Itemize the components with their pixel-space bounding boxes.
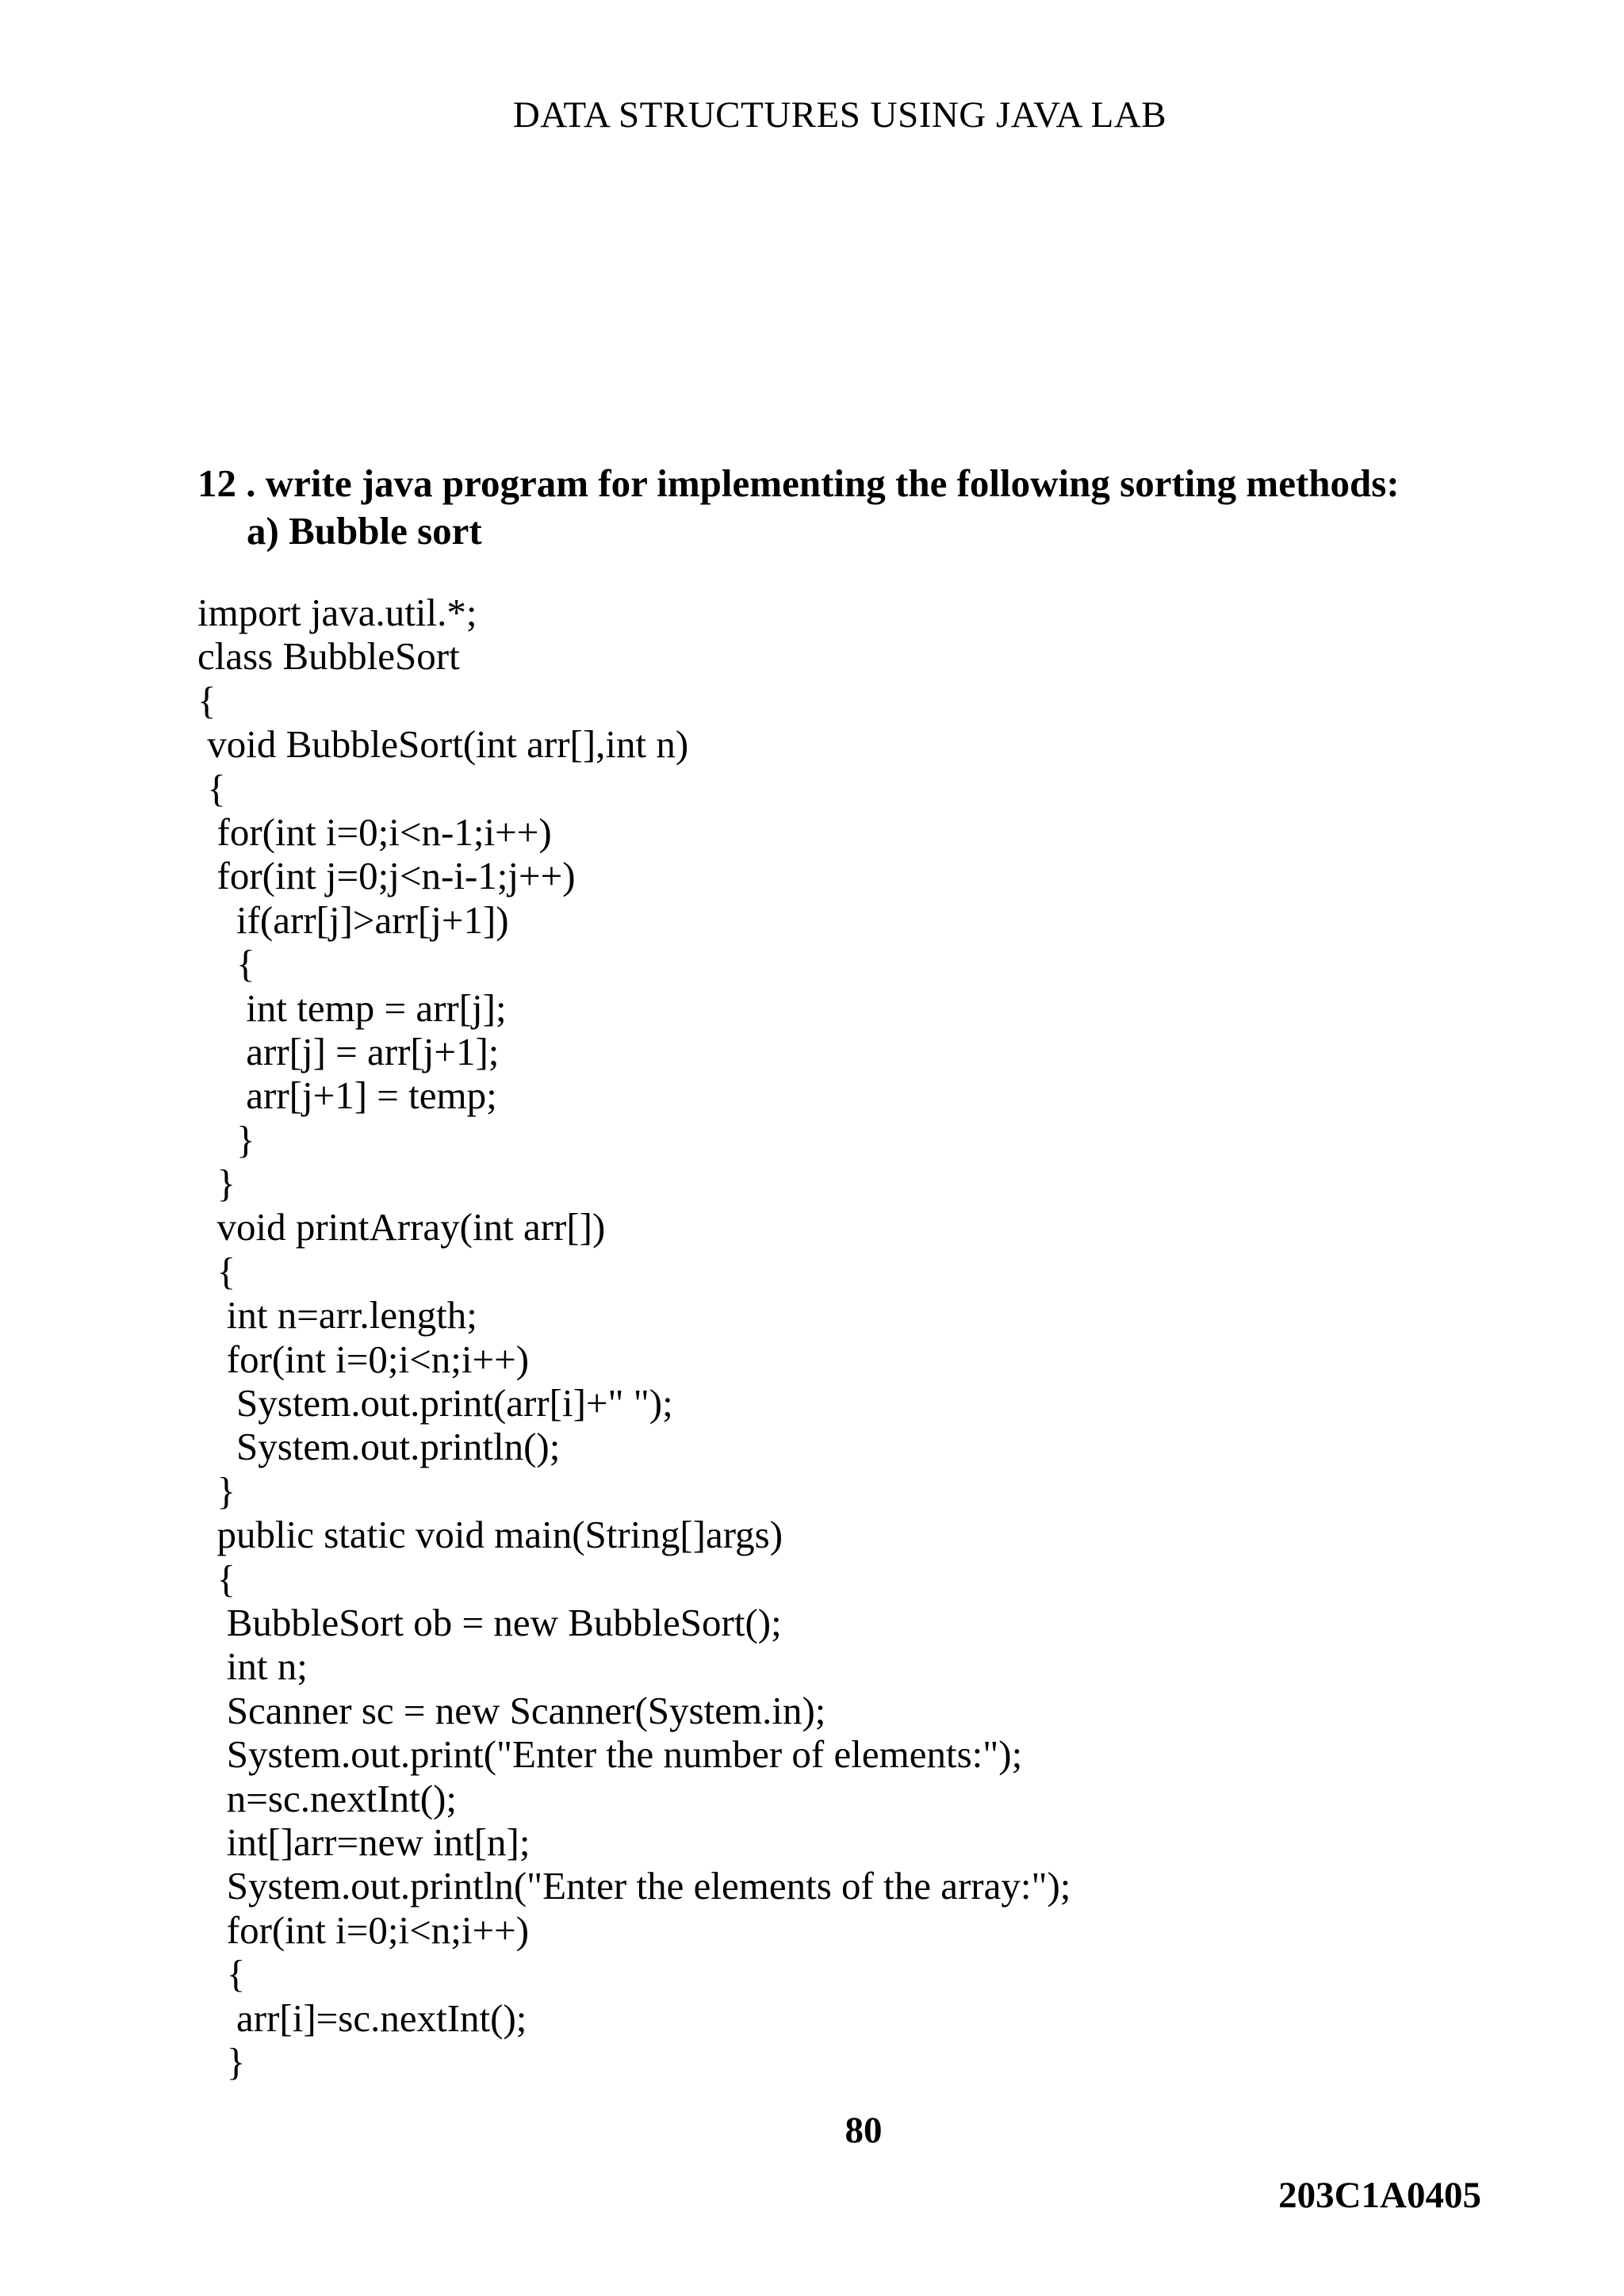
code-line: int temp = arr[j]; (197, 985, 507, 1030)
question-heading: 12 . write java program for implementing the following sorting methods: (197, 461, 1400, 505)
code-line: { (197, 1952, 246, 1996)
code-line: } (197, 1161, 236, 1206)
code-line: int n=arr.length; (197, 1293, 477, 1337)
code-line: for(int i=0;i<n-1;i++) (197, 809, 552, 854)
code-line: for(int i=0;i<n;i++) (197, 1337, 530, 1381)
code-line: for(int j=0;j<n-i-1;j++) (197, 854, 576, 898)
code-line: arr[j+1] = temp; (197, 1073, 497, 1118)
code-line: BubbleSort ob = new BubbleSort(); (197, 1600, 782, 1644)
code-line: { (197, 1556, 236, 1601)
question-block (197, 460, 1400, 555)
code-line: { (197, 1249, 236, 1293)
code-line: if(arr[j]>arr[j+1]) (197, 897, 509, 942)
code-line: { (197, 766, 226, 810)
code-line: Scanner sc = new Scanner(System.in); (197, 1688, 826, 1732)
code-line: void printArray(int arr[]) (197, 1205, 606, 1249)
code-line: import java.util.*; (197, 591, 477, 634)
code-line: int n; (197, 1644, 308, 1689)
code-line: System.out.println(); (197, 1425, 561, 1469)
code-line: void BubbleSort(int arr[],int n) (197, 722, 689, 767)
roll-number: 203C1A0405 (1278, 2175, 1481, 2216)
code-line: System.out.print(arr[i]+" "); (197, 1381, 673, 1425)
code-line: n=sc.nextInt(); (197, 1776, 457, 1820)
code-line: System.out.print("Enter the number of elements:"); (197, 1732, 1023, 1777)
code-line: System.out.println("Enter the elements of the array:"); (197, 1864, 1071, 1908)
code-line: arr[i]=sc.nextInt(); (197, 1996, 527, 2040)
question-subheading: a) Bubble sort (247, 509, 482, 553)
code-line: int[]arr=new int[n]; (197, 1820, 530, 1864)
code-line: { (197, 942, 255, 986)
page-header-title: DATA STRUCTURES USING JAVA LAB (512, 94, 1167, 136)
code-line: { (197, 678, 216, 722)
code-line: public static void main(String[]args) (197, 1513, 783, 1557)
code-line: class BubbleSort (197, 634, 460, 679)
code-line: for(int i=0;i<n;i++) (197, 1908, 530, 1952)
code-line: arr[j] = arr[j+1]; (197, 1029, 500, 1073)
code-line: } (197, 2039, 246, 2084)
code-listing (197, 591, 1071, 2084)
page-number: 80 (845, 2110, 883, 2151)
code-line: } (197, 1468, 236, 1513)
code-line: } (197, 1117, 255, 1161)
